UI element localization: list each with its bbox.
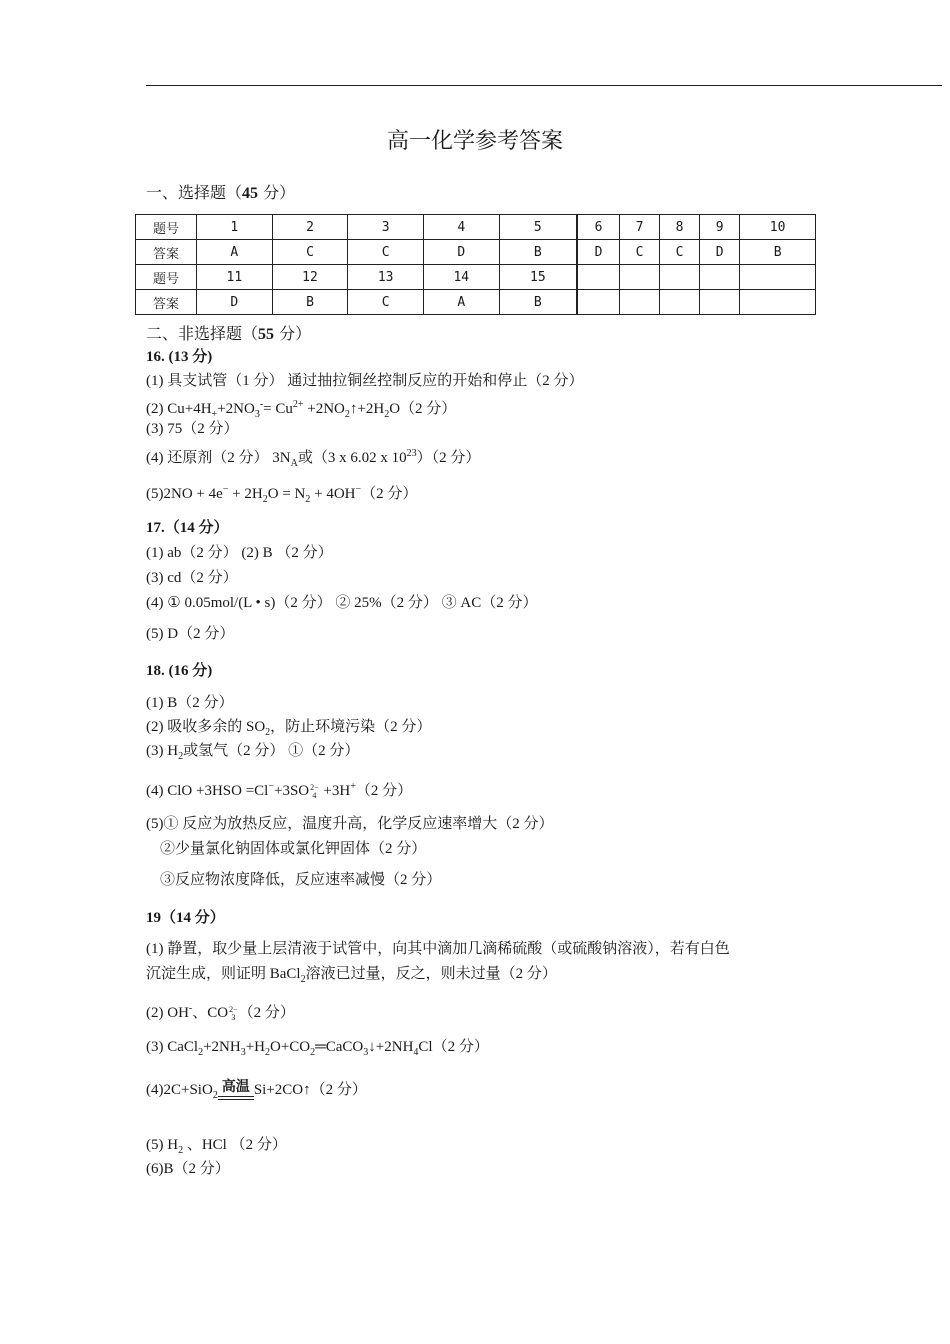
text: = Cu xyxy=(263,401,293,417)
text: - xyxy=(188,1003,193,1014)
q18-line-3 xyxy=(146,742,359,766)
text: +3SO xyxy=(273,783,310,799)
table-cell: C xyxy=(272,240,348,265)
section-1-prefix: 一、选择题（ xyxy=(146,183,243,202)
q16-line-5 xyxy=(146,481,417,509)
text: 2 xyxy=(344,409,350,420)
table-cell: B xyxy=(272,290,348,315)
table-header-cell: 题号 xyxy=(136,215,197,240)
table-cell: 15 xyxy=(499,265,577,290)
text: 、CO xyxy=(192,1005,229,1021)
q17-line-3: (4) ① 0.05mol/(L • s)（2 分） ② 25%（2 分） ③ AC（2 分） xyxy=(146,595,538,611)
text: +2NH xyxy=(203,1039,241,1055)
q16-line-3: (3) 75（2 分） xyxy=(146,421,239,437)
text: 2 xyxy=(265,727,271,738)
text: ，防止环境污染（2 分） xyxy=(270,719,432,735)
section-2-prefix: 二、非选择题（ xyxy=(146,324,259,343)
q19-heading: 19（14 分） xyxy=(146,910,225,926)
text: 高温 xyxy=(221,1079,250,1095)
sulfate-charge xyxy=(310,784,319,800)
text: (2) OH xyxy=(146,1005,189,1021)
text: − xyxy=(268,781,274,792)
table-cell: 14 xyxy=(423,265,499,290)
reaction-condition xyxy=(218,1080,254,1101)
text: (5) H xyxy=(146,1137,179,1153)
text: 3 xyxy=(254,409,260,420)
text: 2 xyxy=(178,1145,184,1156)
text: + 4OH xyxy=(310,486,356,502)
q19-line-3 xyxy=(146,1000,295,1022)
equation xyxy=(163,1079,311,1101)
text: (4) 还原剂（2 分） 3N xyxy=(146,450,291,466)
text: （2 分） xyxy=(355,783,413,799)
q17-line-4: (5) D（2 分） xyxy=(146,626,235,642)
table-cell: C xyxy=(348,290,424,315)
q18-line-1: (1) B（2 分） xyxy=(146,695,234,711)
text: Si+2CO↑ xyxy=(253,1081,311,1098)
q19-line-5 xyxy=(146,1080,367,1105)
q18-line-4 xyxy=(146,778,412,800)
table-cell xyxy=(660,290,700,315)
table-cell: 10 xyxy=(740,215,816,240)
section-1-heading xyxy=(146,180,295,203)
table-cell: 12 xyxy=(272,265,348,290)
table-cell xyxy=(660,265,700,290)
text: （2 分） xyxy=(310,1081,367,1098)
q18-line-7: ③反应物浓度降低，反应速率减慢（2 分） xyxy=(160,872,442,888)
table-cell: 6 xyxy=(577,215,619,240)
text: - xyxy=(259,399,264,410)
table-cell: 7 xyxy=(619,215,659,240)
table-cell: A xyxy=(197,240,273,265)
table-cell xyxy=(619,290,659,315)
text: ═CaCO xyxy=(315,1039,364,1055)
text: − xyxy=(355,484,362,495)
text: A xyxy=(290,458,298,469)
text: O+CO xyxy=(270,1039,311,1055)
table-row xyxy=(136,290,816,315)
text: ↓+2NH xyxy=(368,1039,414,1055)
text: 、HCl （2 分） xyxy=(183,1137,287,1153)
table-row xyxy=(136,240,816,265)
table-cell: 9 xyxy=(700,215,740,240)
q16-heading: 16. (13 分) xyxy=(146,349,213,365)
text: 或（3 x 6.02 x 10 xyxy=(297,450,407,466)
equals-bar xyxy=(218,1096,254,1100)
table-cell: B xyxy=(499,290,577,315)
text: 2 xyxy=(384,409,390,420)
text: 2 xyxy=(265,1047,270,1058)
table-cell xyxy=(577,290,619,315)
text: +3H xyxy=(319,783,351,799)
top-rule xyxy=(146,85,942,86)
table-cell xyxy=(577,265,619,290)
text: O = N xyxy=(267,486,306,502)
text: (3) CaCl xyxy=(146,1039,199,1055)
text: （2 分） xyxy=(361,486,418,502)
table-cell xyxy=(740,265,816,290)
table-cell: 4 xyxy=(423,215,499,240)
text: + xyxy=(211,409,218,420)
table-cell: 3 xyxy=(348,215,424,240)
table-header-cell: 答案 xyxy=(136,240,197,265)
text: （2 分） xyxy=(238,1005,295,1021)
text: 或氢气（2 分） ①（2 分） xyxy=(183,743,360,759)
section-1-suffix: 分） xyxy=(258,183,296,202)
q18-line-5: (5)① 反应为放热反应，温度升高，化学反应速率增大（2 分） xyxy=(146,816,554,832)
text: (4) xyxy=(146,1081,164,1098)
table-cell: C xyxy=(619,240,659,265)
q16-line-4 xyxy=(146,445,480,473)
text: 23 xyxy=(406,448,417,459)
table-row xyxy=(136,215,816,240)
q18-line-2 xyxy=(146,718,431,742)
text: 2 xyxy=(262,494,268,505)
text: 沉淀生成，则证明 BaCl xyxy=(146,966,301,982)
q16-line-1: (1) 具支试管（1 分） 通过抽拉铜丝控制反应的开始和停止（2 分） xyxy=(146,373,584,389)
table-cell: D xyxy=(423,240,499,265)
q18-heading: 18. (16 分) xyxy=(146,663,213,679)
text: Cl（2 分） xyxy=(418,1039,489,1055)
text: 2 xyxy=(212,1089,218,1101)
table-cell xyxy=(619,265,659,290)
text: +H xyxy=(245,1039,265,1055)
text: 2C+SiO xyxy=(163,1081,213,1098)
text: 2 xyxy=(198,1047,204,1058)
table-cell: 8 xyxy=(660,215,700,240)
answer-table xyxy=(135,214,816,315)
page-title: 高一化学参考答案 xyxy=(386,129,563,154)
text: + 2H xyxy=(228,486,263,502)
q19-line-1: (1) 静置，取少量上层清液于试管中，向其中滴加几滴稀硫酸（或硫酸钠溶液），若有白色 xyxy=(146,941,730,957)
text: 2− xyxy=(310,782,319,792)
text: (2) 吸收多余的 SO xyxy=(146,719,266,735)
table-cell: 13 xyxy=(348,265,424,290)
table-cell: 1 xyxy=(197,215,273,240)
q17-heading: 17.（14 分） xyxy=(146,520,229,536)
table-header-cell: 答案 xyxy=(136,290,197,315)
q19-line-7: (6)B（2 分） xyxy=(146,1161,230,1177)
table-cell: B xyxy=(740,240,816,265)
text: O（2 分） xyxy=(389,401,457,417)
text: 3 xyxy=(363,1047,369,1058)
table-cell: B xyxy=(499,240,577,265)
text: − xyxy=(222,484,229,495)
table-cell: 11 xyxy=(197,265,273,290)
text: 2− xyxy=(229,1004,238,1014)
carbonate-charge xyxy=(229,1006,238,1022)
text: 4 xyxy=(413,1047,419,1058)
table-cell: D xyxy=(577,240,619,265)
table-cell: 2 xyxy=(272,215,348,240)
table-cell xyxy=(740,290,816,315)
text: 2 xyxy=(310,1047,316,1058)
table-cell: C xyxy=(348,240,424,265)
text: ）（2 分） xyxy=(416,450,481,466)
q19-line-6 xyxy=(146,1136,287,1160)
text: (2) Cu+4H xyxy=(146,401,212,417)
table-cell xyxy=(700,265,740,290)
text: 3 xyxy=(231,1012,236,1022)
text: (5) xyxy=(146,486,164,502)
table-row xyxy=(136,265,816,290)
text: 3 xyxy=(240,1047,246,1058)
section-2-suffix: 分） xyxy=(274,324,312,343)
text: + xyxy=(350,781,356,792)
table-cell xyxy=(700,290,740,315)
text: 2 xyxy=(178,751,184,762)
section-2-heading xyxy=(146,321,311,344)
text: 2 xyxy=(305,494,311,505)
equation xyxy=(163,484,362,505)
table-cell: D xyxy=(197,290,273,315)
q19-line-4 xyxy=(146,1038,489,1062)
text: 2NO + 4e xyxy=(163,486,223,502)
text: +2NO xyxy=(217,401,255,417)
table-cell: C xyxy=(660,240,700,265)
q17-line-2: (3) cd（2 分） xyxy=(146,570,238,586)
table-cell: 5 xyxy=(499,215,577,240)
q17-line-1: (1) ab（2 分） (2) B （2 分） xyxy=(146,545,333,561)
text: ↑+2H xyxy=(349,401,385,417)
text: 2 xyxy=(300,974,306,985)
table-cell: D xyxy=(700,240,740,265)
section-2-score: 55 xyxy=(258,326,275,343)
text: (3) H xyxy=(146,743,179,759)
text: 4 xyxy=(312,790,317,800)
q18-line-6: ②少量氯化钠固体或氯化钾固体（2 分） xyxy=(160,841,427,857)
table-header-cell: 题号 xyxy=(136,265,197,290)
text: (4) ClO +3HSO =Cl xyxy=(146,783,269,799)
text: 2+ xyxy=(292,399,304,410)
text: 溶液已过量，反之，则未过量（2 分） xyxy=(305,966,557,982)
q19-line-2 xyxy=(146,965,557,989)
section-1-score: 45 xyxy=(242,185,259,202)
table-cell: A xyxy=(423,290,499,315)
text: +2NO xyxy=(303,401,345,417)
